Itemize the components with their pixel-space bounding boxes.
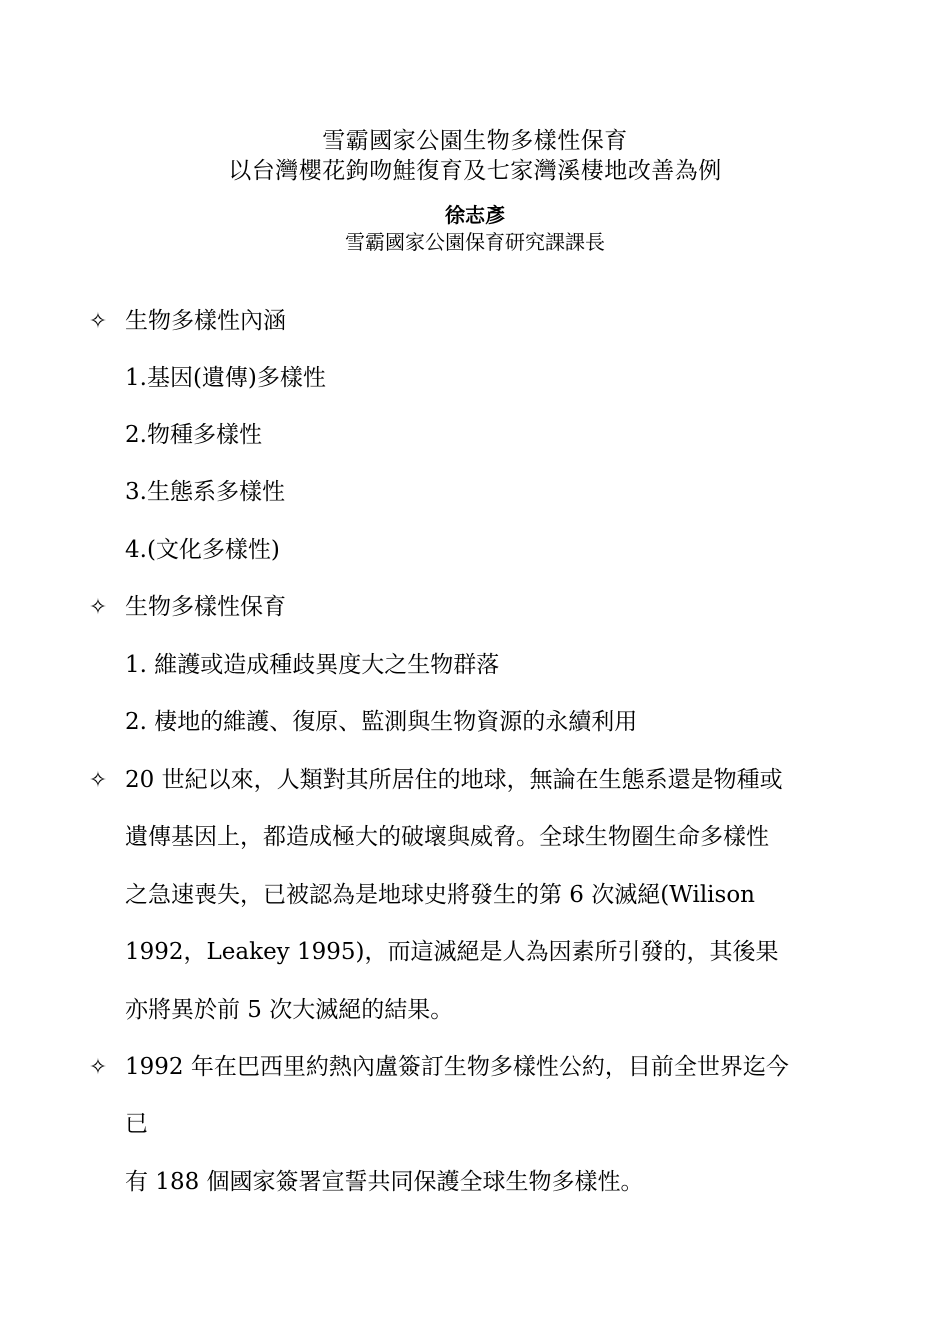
list-item-text: 1.基因(遺傳)多樣性	[125, 365, 326, 391]
paragraph-line: 1992 年在巴西里約熱內盧簽訂生物多樣性公約，目前全世界迄今	[125, 1054, 789, 1080]
paragraph-line: 20 世紀以來，人類對其所居住的地球，無論在生態系還是物種或	[125, 767, 783, 793]
bullet-diamond-icon: ✧	[88, 768, 108, 793]
paragraph-line: 亦將異於前 5 次大滅絕的結果。	[125, 997, 454, 1023]
author-name: 徐志彥	[445, 203, 505, 227]
paragraph-line: 1992，Leakey 1995)，而這滅絕是人為因素所引發的，其後果	[125, 939, 779, 965]
title-line-1: 雪霸國家公園生物多樣性保育	[322, 128, 628, 154]
list-item-text: 4.(文化多樣性)	[125, 537, 280, 563]
paragraph-line: 有 188 個國家簽署宣誓共同保護全球生物多樣性。	[125, 1169, 644, 1195]
author-affiliation: 雪霸國家公園保育研究課課長	[345, 230, 605, 254]
bullet-diamond-icon: ✧	[88, 595, 108, 620]
list-item-text: 3.生態系多樣性	[125, 479, 285, 505]
section-heading: 生物多樣性保育	[125, 594, 286, 620]
paragraph-line: 遺傳基因上，都造成極大的破壞與威脅。全球生物圈生命多樣性	[125, 824, 769, 850]
paragraph-line: 已	[125, 1111, 148, 1137]
list-item-text: 1. 維護或造成種歧異度大之生物群落	[125, 652, 500, 678]
section-heading: 生物多樣性內涵	[125, 308, 286, 334]
title-line-2: 以台灣櫻花鉤吻鮭復育及七家灣溪棲地改善為例	[228, 158, 722, 184]
bullet-diamond-icon: ✧	[88, 1055, 108, 1080]
bullet-diamond-icon: ✧	[88, 309, 108, 334]
list-item-text: 2.物種多樣性	[125, 422, 262, 448]
document-header	[0, 126, 950, 256]
list-item-text: 2. 棲地的維護、復原、監測與生物資源的永續利用	[125, 709, 638, 735]
paragraph-line: 之急速喪失，已被認為是地球史將發生的第 6 次滅絕(Wilison	[125, 882, 755, 908]
